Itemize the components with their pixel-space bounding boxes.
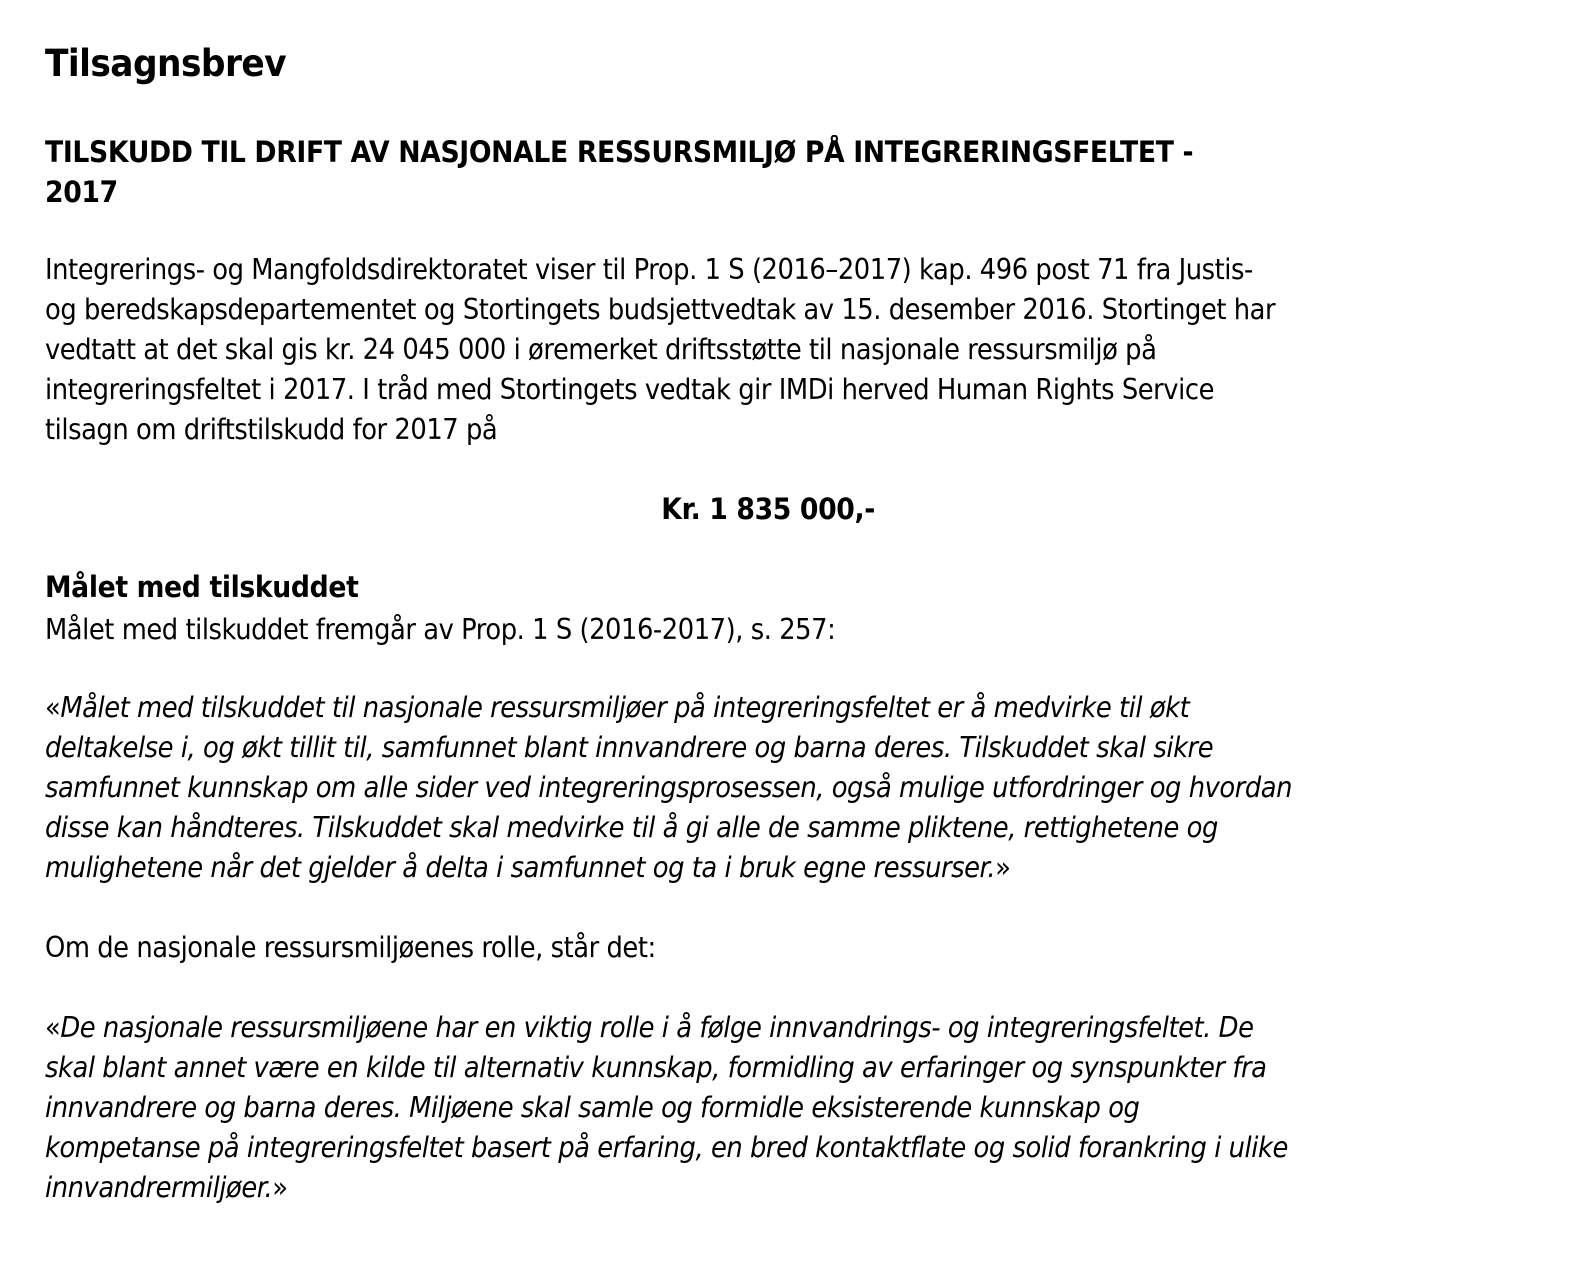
quote-close-mark: » [272, 1171, 288, 1204]
roles-lead-text: Om de nasjonale ressursmiljøenes rolle, står det: [45, 931, 656, 964]
subject-heading [45, 132, 1193, 212]
quote-line: innvandrermiljøer.» [45, 1171, 288, 1204]
intro-paragraph [45, 250, 1275, 450]
quote-open-mark: « [45, 1011, 61, 1044]
roles-quote [45, 1008, 1288, 1208]
section-lead-text: Målet med tilskuddet fremgår av Prop. 1 S (2016-2017), s. 257: [45, 613, 836, 646]
quote-open-mark: « [45, 691, 61, 724]
intro-line: tilsagn om driftstilskudd for 2017 på [45, 413, 498, 446]
quote-line: samfunnet kunnskap om alle sider ved integreringsprosessen, også mulige utfordringer og hvordan [45, 771, 1293, 804]
section-heading: Målet med tilskuddet [45, 570, 359, 604]
goal-quote [45, 688, 1292, 888]
quote-line: disse kan håndteres. Tilskuddet skal medvirke til å gi alle de samme pliktene, rettighetene og [45, 811, 1218, 844]
quote-line: skal blant annet være en kilde til alternativ kunnskap, formidling av erfaringer og synspunkter fra [45, 1051, 1267, 1084]
quote-line: «De nasjonale ressursmiljøene har en viktig rolle i å følge innvandrings- og integreringsfeltet. De [45, 1011, 1254, 1044]
intro-line: vedtatt at det skal gis kr. 24 045 000 i øremerket driftsstøtte til nasjonale ressursmiljø på [45, 333, 1157, 366]
intro-line: og beredskapsdepartementet og Stortingets budsjettvedtak av 15. desember 2016. Stortinget har [45, 293, 1276, 326]
intro-line: Integrerings- og Mangfoldsdirektoratet viser til Prop. 1 S (2016–2017) kap. 496 post 71 fra Justis- [45, 253, 1253, 286]
subject-line: TILSKUDD TIL DRIFT AV NASJONALE RESSURSMILJØ PÅ INTEGRERINGSFELTET - [45, 135, 1194, 169]
quote-line: kompetanse på integreringsfeltet basert på erfaring, en bred kontaktflate og solid forankring i ulike [45, 1131, 1288, 1164]
document-title: Tilsagnsbrev [45, 42, 287, 85]
intro-line: integreringsfeltet i 2017. I tråd med Stortingets vedtak gir IMDi herved Human Rights Service [45, 373, 1214, 406]
grant-amount-value: Kr. 1 835 000,- [661, 492, 875, 526]
quote-line: innvandrere og barna deres. Miljøene skal samle og formidle eksisterende kunnskap og [45, 1091, 1140, 1124]
grant-amount [0, 492, 1536, 526]
quote-close-mark: » [995, 851, 1011, 884]
quote-line: mulighetene når det gjelder å delta i samfunnet og ta i bruk egne ressurser.» [45, 851, 1011, 884]
quote-line: «Målet med tilskuddet til nasjonale ressursmiljøer på integreringsfeltet er å medvirke til økt [45, 691, 1190, 724]
subject-line: 2017 [45, 175, 118, 209]
quote-line: deltakelse i, og økt tillit til, samfunnet blant innvandrere og barna deres. Tilskuddet skal sikre [45, 731, 1214, 764]
